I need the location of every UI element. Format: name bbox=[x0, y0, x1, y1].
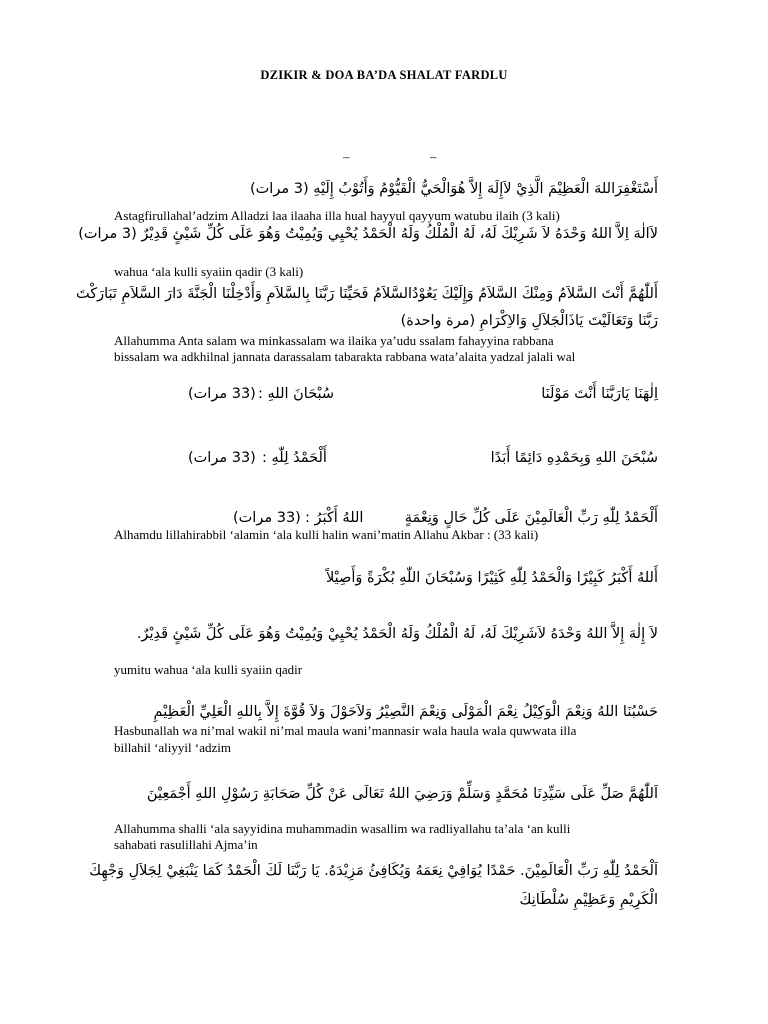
arabic-hamdalah-2: الْكَرِيْمِ وَعَظِيْمِ سُلْطَانِكَ bbox=[519, 892, 658, 908]
arabic-shalawat: اَللّٰهُمَّ صَلِّ عَلَى سَيِّدِنَا مُحَمَّدٍ وَسَلِّمْ وَرَضِيَ اللهُ تَعَالَى عَنْ كُلِّ صَحَابَةِ رَسُوْلِ اللهِ أَجْمَعِيْنَ bbox=[146, 786, 658, 802]
latin-shalawat-2: sahabati rasulillahi Ajma’in bbox=[114, 837, 258, 852]
arabic-istighfar: أَسْتَغْفِرَاللهَ الْعَظِيْمَ الَّذِيْ لاَإِلَهَ إِلاَّ هُوَالْحَيُّ الْقَيُّوْمُ وَأَتُوْبُ إِلَيْهِ (3 مرات) bbox=[249, 181, 658, 197]
count-takbir: (33 مرات) bbox=[233, 510, 301, 526]
arabic-tahmid-intro: سُبْحَنَ اللهِ وَبِحَمْدِهِ دَائِمًا أَبَدًا bbox=[490, 450, 658, 466]
arabic-takbir-kabira: أَللهُ أَكْبَرُ كَبِيْرًا وَالْحَمْدُ لِلّٰهِ كَثِيْرًا وَسُبْحَانَ اللّٰهِ بُكْرَةً وَأَصِيْلاً bbox=[326, 570, 658, 586]
dash-left: – bbox=[343, 149, 350, 164]
latin-salam-1: Allahumma Anta salam wa minkassalam wa ilaika ya’udu ssalam fahayyina rabbana bbox=[114, 333, 554, 348]
arabic-tasbih-intro: اِلٰهَنَا يَارَبَّنَا أَنْتَ مَوْلَنَا bbox=[541, 386, 658, 402]
arabic-tahlil: لاَالٰهَ اِلاَّ اللهُ وَحْدَهُ لاَ شَرِيْكَ لَهُ، لَهُ الْمُلْكُ وَلَهُ الْحَمْدُ يُحْيِي وَيُمِيْتُ وَهُوَ عَلَى كُلِّ شَيْئٍ قَدِيْرٌ (3 مرات) bbox=[78, 226, 658, 242]
latin-takbir: Alhamdu lillahirabbil ‘alamin ‘ala kulli halin wani’matin Allahu Akbar : (33 kali) bbox=[114, 527, 539, 542]
arabic-tahlil-2: لاَ إِلٰهَ إِلاَّ اللهُ وَحْدَهُ لاَشَرِيْكَ لَهُ، لَهُ الْمُلْكُ وَلَهُ الْحَمْدُ يُحْيِيْ وَيُمِيْتُ وَهُوَ عَلَى كُلِّ شَيْئٍ قَدِيْرٌ. bbox=[136, 626, 658, 642]
count-tasbih: (33 مرات) bbox=[188, 386, 256, 402]
latin-shalawat-1: Allahumma shalli ‘ala sayyidina muhammadin wasallim wa radliyallahu ta’ala ‘an kulli bbox=[114, 821, 571, 836]
arabic-hasbunallah: حَسْبُنَا اللهُ وَنِعْمَ الْوَكِيْلُ نِعْمَ الْمَوْلَى وَنِعْمَ النَّصِيْرُ وَلاَحَوْلَ وَلاَ قُوَّةَ إِلاَّ بِاللهِ الْعَلِيِّ الْعَظِيْمِ bbox=[153, 704, 658, 720]
arabic-tahmid-word: أَلْحَمْدُ لِلّٰهِ : bbox=[262, 450, 327, 466]
arabic-takbir-word: اللهُ أَكْبَرُ : bbox=[305, 510, 364, 526]
latin-hasbunallah-2: billahil ‘aliyyil ‘adzim bbox=[114, 740, 231, 755]
count-tahmid: (33 مرات) bbox=[188, 450, 256, 466]
latin-hasbunallah-1: Hasbunallah wa ni’mal wakil ni’mal maula wani’mannasir wala haula wala quwwata illa bbox=[114, 723, 577, 738]
dash-right: – bbox=[430, 149, 437, 164]
arabic-salam-2: رَبَّنَا وَتَعَالَيْتَ يَاذَالْجَلاَلِ وَالاِكْرَامِ (مرة واحدة) bbox=[400, 313, 658, 329]
arabic-salam-1: أَللّٰهُمَّ أَنْتَ السَّلاَمُ وَمِنْكَ السَّلاَمُ وَإِلَيْكَ يَعُوْدُالسَّلاَمُ فَحَيِّنَا رَبَّنَا بِالسَّلاَمِ وَأَدْخِلْنَا الْجَنَّةَ دَارَ السَّلاَمِ تَبَارَكْتَ bbox=[75, 286, 658, 302]
arabic-hamdalah-1: اَلْحَمْدُ لِلّٰهِ رَبِّ الْعَالَمِيْنَ. حَمْدًا يُوَافِيْ نِعَمَهُ وَيُكَافِئُ مَزِيْدَهُ. يَا رَبَّنَا لَكَ الْحَمْدُ كَمَا يَنْبَغِيْ لِجَلاَلِ وَجْهِكَ bbox=[89, 863, 658, 879]
latin-istighfar: Astagfirullahal’adzim Alladzi laa ilaaha illa hual hayyul qayyum watubu ilaih (3 kali) bbox=[114, 208, 560, 223]
arabic-tasbih-word: سُبْحَانَ اللهِ : bbox=[258, 386, 335, 402]
latin-tahlil-2: yumitu wahua ‘ala kulli syaiin qadir bbox=[114, 662, 303, 677]
latin-tahlil: wahua ‘ala kulli syaiin qadir (3 kali) bbox=[114, 264, 304, 279]
latin-salam-2: bissalam wa adkhilnal jannata darassalam tabarakta rabbana wata’alaita yadzal jalali wal bbox=[114, 349, 576, 364]
arabic-takbir-intro: أَلْحَمْدُ لِلّٰهِ رَبِّ الْعَالَمِيْنَ عَلَى كُلِّ حَالٍ وَنِعْمَةٍ bbox=[404, 510, 658, 526]
document-title: DZIKIR & DOA BA’DA SHALAT FARDLU bbox=[260, 68, 508, 82]
